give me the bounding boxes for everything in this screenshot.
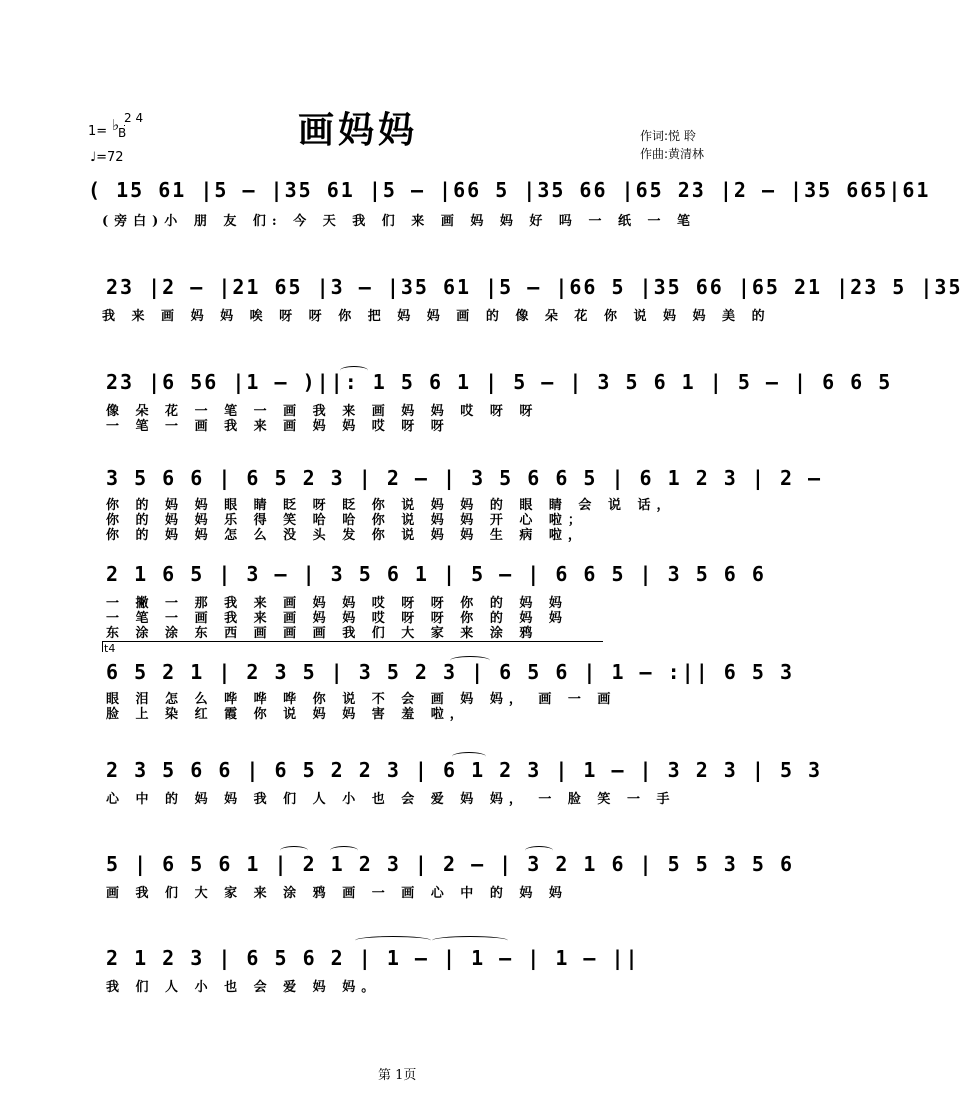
lyric-verse-2: 脸 上 染 红 霞 你 说 妈 妈 害 羞 啦， bbox=[106, 707, 469, 722]
slur-mark bbox=[450, 656, 490, 665]
notation: 2 3 5 6 6 | 6 5 2 2 3 | 6 1 2 3 | 1 – | 3 2 3 | 5 3 bbox=[106, 758, 823, 782]
slur-mark bbox=[280, 846, 308, 855]
page-title: 画妈妈 bbox=[298, 109, 419, 151]
lyric-verse-1: 画 我 们 大 家 来 涂 鸦 画 一 画 心 中 的 妈 妈 bbox=[106, 886, 568, 901]
volta-bracket bbox=[102, 641, 603, 652]
volta-label: t4 bbox=[104, 642, 116, 655]
lyric-verse-3: 你 的 妈 妈 怎 么 没 头 发 你 说 妈 妈 生 病 啦， bbox=[106, 528, 587, 543]
composer-credit: 作曲:黄清林 bbox=[640, 147, 705, 161]
lyric-verse-1: 眼 泪 怎 么 哗 哗 哗 你 说 不 会 画 妈 妈， 画 一 画 bbox=[106, 692, 617, 707]
lyric-verse-1: 你 的 妈 妈 眼 睛 眨 呀 眨 你 说 妈 妈 的 眼 睛 会 说 话， bbox=[106, 498, 676, 513]
quarter-note-icon: ♩ bbox=[90, 150, 97, 165]
lyric-verse-1: (旁白)小 朋 友 们: 今 天 我 们 来 画 妈 妈 好 吗 一 纸 一 笔 bbox=[102, 214, 697, 229]
notation: 2 1 2 3 | 6 5 6 2 | 1 – | 1 – | 1 – || bbox=[106, 946, 640, 970]
lyric-verse-1: 我 来 画 妈 妈 唉 呀 呀 你 把 妈 妈 画 的 像 朵 花 你 说 妈 妈 美 的 bbox=[102, 309, 771, 324]
slur-mark bbox=[340, 366, 368, 375]
tempo-marking bbox=[90, 150, 124, 165]
slur-mark bbox=[432, 936, 508, 945]
notation: 6 5 2 1 | 2 3 5 | 3 5 2 3 | 6 5 6 | 1 – :|| 6 5 3 bbox=[106, 660, 795, 684]
key-signature: 1= bbox=[88, 124, 108, 139]
slur-mark bbox=[452, 752, 486, 761]
lyric-verse-2: 一 笔 一 画 我 来 画 妈 妈 哎 呀 呀 你 的 妈 妈 bbox=[106, 611, 568, 626]
page-number: 第 1页 bbox=[378, 1068, 417, 1083]
lyric-verse-1: 一 撇 一 那 我 来 画 妈 妈 哎 呀 呀 你 的 妈 妈 bbox=[106, 596, 568, 611]
lyric-verse-3: 东 涂 涂 东 西 画 画 画 我 们 大 家 来 涂 鸦 bbox=[106, 626, 539, 641]
slur-mark bbox=[525, 846, 553, 855]
notation: 23 |6 56 |1 – )||: 1 5 6 1 | 5 – | 3 5 6 1 | 5 – | 6 6 5 bbox=[106, 370, 893, 394]
notation: 23 |2 – |21 65 |3 – |35 61 |5 – |66 5 |35 66 |65 21 |23 5 |35 bbox=[106, 275, 963, 299]
slur-mark bbox=[355, 936, 431, 945]
tempo-value: =72 bbox=[96, 150, 124, 165]
lyricist-credit: 作词:悦 聆 bbox=[640, 129, 696, 143]
notation: ( 15 61 |5 – |35 61 |5 – |66 5 |35 66 |65 23 |2 – |35 665|61 bbox=[88, 178, 931, 202]
notation: 5 | 6 5 6 1 | 2 1 2 3 | 2 – | 3 2 1 6 | 5 5 3 5 6 bbox=[106, 852, 795, 876]
notation: 2 1 6 5 | 3 – | 3 5 6 1 | 5 – | 6 6 5 | 3 5 6 6 bbox=[106, 562, 766, 586]
notation: 3 5 6 6 | 6 5 2 3 | 2 – | 3 5 6 6 5 | 6 1 2 3 | 2 – bbox=[106, 466, 823, 490]
flat-symbol: ♭ bbox=[112, 116, 120, 134]
time-signature bbox=[124, 112, 143, 124]
lyric-verse-1: 心 中 的 妈 妈 我 们 人 小 也 会 爱 妈 妈， 一 脸 笑 一 手 bbox=[106, 792, 676, 807]
lyric-verse-2: 一 笔 一 画 我 来 画 妈 妈 哎 呀 呀 bbox=[106, 419, 450, 434]
lyric-verse-1: 我 们 人 小 也 会 爱 妈 妈。 bbox=[106, 980, 381, 995]
lyric-verse-1: 像 朵 花 一 笔 一 画 我 来 画 妈 妈 哎 呀 呀 bbox=[106, 404, 539, 419]
time-bottom: 4 bbox=[135, 111, 144, 125]
key-note: B bbox=[118, 126, 127, 140]
time-top: 2 bbox=[124, 111, 132, 125]
slur-mark bbox=[330, 846, 358, 855]
lyric-verse-2: 你 的 妈 妈 乐 得 笑 哈 哈 你 说 妈 妈 开 心 啦； bbox=[106, 513, 587, 528]
